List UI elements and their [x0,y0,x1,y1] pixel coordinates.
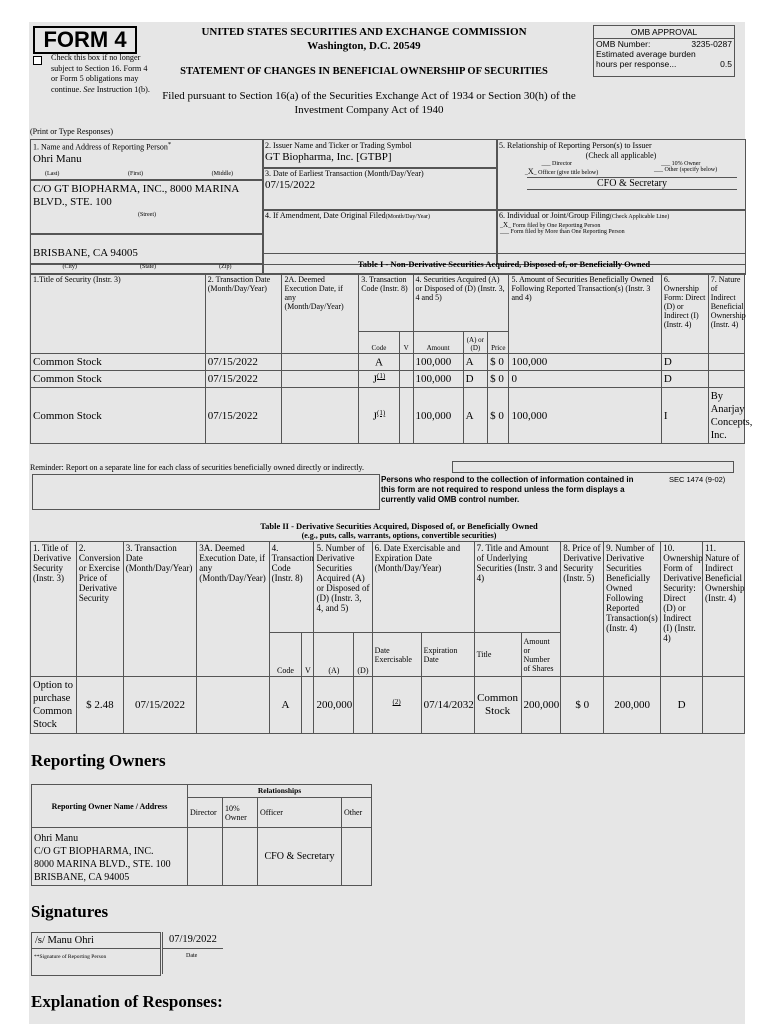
t1-r2-amount: 100,000 [413,388,463,444]
t1-r1-deemed [282,371,359,388]
table1-title: Table I - Non-Derivative Securities Acquired, Disposed of, or Beneficially Owned [262,253,746,275]
t2-r0-owned: 200,000 [604,677,661,734]
t2-h-date-ex-sub: Date Exercisable [372,633,421,677]
t2-r0-d [354,677,372,734]
label-middle: (Middle) [211,170,233,177]
t1-r1-owned: 0 [509,371,661,388]
t1-r0-amount: 100,000 [413,354,463,371]
omb-burden-2: hours per response... [596,59,677,69]
street-address: C/O GT BIOPHARMA, INC., 8000 MARINA BLVD., STE. 100 [33,183,239,208]
checkbox-text [51,53,151,95]
earliest-transaction-date: 07/15/2022 [265,179,316,191]
t2-h-deemed: 3A. Deemed Execution Date, if any (Month/Day/Year) [197,542,269,677]
omb-burden-row [594,59,734,69]
box2-issuer [262,139,498,169]
t1-r1-amount: 100,000 [413,371,463,388]
omb-number-label: OMB Number: [596,39,651,49]
t2-h-v-sub: V [302,633,314,677]
t1-r0-date: 07/15/2022 [205,354,282,371]
t1-h-code: 3. Transaction Code (Instr. 8) [359,274,413,332]
box5-officer-mark: X [527,167,534,176]
t1-r1-code-val: J [372,373,377,386]
reminder-blank-left [32,474,380,510]
t2-r0-exp: 07/14/2032 [421,677,474,734]
t2-h-exp-sub: Expiration Date [421,633,474,677]
t1-h-date: 2. Transaction Date (Month/Day/Year) [205,274,282,354]
table-row [31,371,745,388]
checkbox-see: See [83,84,95,94]
ro-line-0: Ohri Manu [34,833,79,844]
label-zip: (Zip) [219,264,232,270]
print-type-note: (Print or Type Responses) [30,127,114,136]
box1-name [30,139,264,181]
box5-label: 5. Relationship of Reporting Person(s) to Issuer [499,141,652,150]
t2-h-code: 4. Transaction Code (Instr. 8) [269,542,314,633]
omb-burden-1: Estimated average burden [596,49,696,59]
t1-r1-nature [708,371,744,388]
table-row [31,388,745,444]
ro-header-row-1 [32,785,372,798]
ro-h-relationships: Relationships [188,785,372,798]
ro-h-other: Other [342,798,372,828]
t2-h-exercisable: 6. Date Exercisable and Expiration Date (Month/Day/Year) [372,542,474,633]
box1-street [30,179,264,235]
box2-label: 2. Issuer Name and Ticker or Trading Symbol [265,141,412,150]
t1-r1-title: Common Stock [31,371,206,388]
t1-h-price-sub: Price [488,332,509,354]
t2-h-code-sub: Code [269,633,302,677]
ro-owner-address [32,828,188,886]
t1-r2-nature: By Anarjay Concepts, Inc. [708,388,744,444]
box1-label-row [31,140,263,153]
t1-h-aord-sub: (A) or (D) [463,332,488,354]
t1-r2-aord: A [463,388,488,444]
agency-city: Washington, D.C. 20549 [307,40,421,52]
t2-h-price: 8. Price of Derivative Security (Instr. 5) [561,542,604,677]
t2-r0-v [302,677,314,734]
box3-earliest-date [262,167,498,211]
t1-r2-date: 07/15/2022 [205,388,282,444]
box4-label-small: (Month/Day/Year) [385,214,431,220]
box1-name-labels [31,165,263,177]
reporting-person-name: Ohri Manu [33,152,82,165]
t2-r0-und-title: Common Stock [474,677,521,734]
signature-date: 07/19/2022 [169,934,217,945]
box6-opt2[interactable]: ___ Form filed by More than One Reporting Person [500,229,625,235]
t1-r0-price: $ 0 [488,354,509,371]
box5-director-label: Director [552,161,573,167]
box6-opt2-label: Form filed by More than One Reporting Person [510,229,625,235]
t1-r2-code-fn[interactable]: (1) [376,408,386,417]
signature-label-mark: ** [34,954,40,960]
box6-label-row [497,210,745,221]
table-row [31,354,745,371]
box5-director[interactable]: ___ Director [541,161,573,167]
box6-opt1-mark: X [503,221,509,229]
ro-h-name: Reporting Owner Name / Address [32,785,188,828]
city-state-zip: BRISBANE, CA 94005 [33,247,138,259]
box4-label-row [263,210,497,221]
explanation-heading: Explanation of Responses: [31,992,223,1011]
ro-other-cell [342,828,372,886]
officer-title: CFO & Secretary [527,177,737,190]
box5-other-label: Other (specify below) [664,167,718,173]
t2-r0-und-amount: 200,000 [521,677,561,734]
ro-line-3: BRISBANE, CA 94005 [34,872,130,883]
t2-r0-der-price: $ 0 [561,677,604,734]
box4-label: 4. If Amendment, Date Original Filed [265,211,386,220]
t1-r2-price: $ 0 [488,388,509,444]
box1-footnote: * [167,141,172,148]
agency-name: UNITED STATES SECURITIES AND EXCHANGE COMMISSION [201,26,527,38]
label-city: (City) [62,264,77,270]
ro-h-director: Director [188,798,223,828]
t2-h-number: 5. Number of Derivative Securities Acquired (A) or Disposed of (D) (Instr. 3, 4, and 5) [314,542,372,633]
t2-h-d-sub: (D) [354,633,372,677]
t1-h-owned: 5. Amount of Securities Beneficially Owned Following Reported Transaction(s) (Instr. 3 and 4) [509,274,661,354]
t1-h-v-sub: V [399,332,413,354]
t1-h-code-sub: Code [359,332,399,354]
signature-date-rule [163,948,223,949]
t1-r1-v [399,371,413,388]
filed-pursuant: Filed pursuant to Section 16(a) of the Securities Exchange Act of 1934 or Section 30(h) of the Investment Company Act of 1940 [162,90,576,116]
t1-r0-owned: 100,000 [509,354,661,371]
box5-sub: (Check all applicable) [585,151,657,160]
ro-h-officer: Officer [258,798,342,828]
t2-h-a-sub: (A) [314,633,354,677]
box6-label-small: (Check Applicable Line) [609,214,670,220]
t1-r2-v [399,388,413,444]
box6-opt1[interactable]: _X_ Form filed by One Reporting Person [500,221,601,229]
t1-r1-date: 07/15/2022 [205,371,282,388]
signature-label-row [32,949,160,965]
t1-h-nature: 7. Nature of Indirect Beneficial Ownership (Instr. 4) [708,274,744,354]
box5-ten-owner[interactable]: ___ 10% Owner [661,161,701,167]
table1-header-row [31,274,745,332]
t2-r0-date: 07/15/2022 [123,677,196,734]
t2-h-date: 3. Transaction Date (Month/Day/Year) [123,542,196,677]
t1-r2-deemed [282,388,359,444]
omb-number-row [594,39,734,49]
omb-title: OMB APPROVAL [594,26,734,39]
box5-row1 [497,160,745,167]
signature-box [31,932,161,976]
label-first: (First) [128,170,143,177]
no-longer-subject-checkbox[interactable] [33,56,42,65]
t1-r0-code-val: A [374,356,383,369]
table1 [30,273,753,444]
persons-notice: Persons who respond to the collection of information contained in this form are not required to respond unless the form displays a currently valid OMB control number. [381,475,634,504]
t1-r1-aord: D [463,371,488,388]
t2-r0-a: 200,000 [314,677,354,734]
t2-h-form: 10. Ownership Form of Derivative Security: Direct (D) or Indirect (I) (Instr. 4) [661,542,703,677]
omb-approval-box [593,25,735,77]
box5-officer-label: Officer (give title below) [538,170,599,176]
t1-r2-form: I [661,388,708,444]
t1-r0-title: Common Stock [31,354,206,371]
ro-line-2: 8000 MARINA BLVD., STE. 100 [34,859,171,870]
t2-h-conversion: 2. Conversion or Exercise Price of Derivative Security [76,542,123,677]
t1-r0-deemed [282,354,359,371]
label-last: (Last) [45,170,60,177]
t1-r1-form: D [661,371,708,388]
t2-r0-deemed [197,677,269,734]
ro-row [32,828,372,886]
t2-r0-date-ex-fn[interactable]: (2) [392,698,401,707]
label-state: (State) [140,264,156,270]
t2-h-underlying: 7. Title and Amount of Underlying Securities (Instr. 3 and 4) [474,542,561,633]
table2 [30,541,745,734]
box3-label: 3. Date of Earliest Transaction (Month/Day/Year) [265,169,424,178]
t2-r0-title: Option to purchase Common Stock [31,677,77,734]
statement-title: STATEMENT OF CHANGES IN BENEFICIAL OWNERSHIP OF SECURITIES [180,66,548,77]
t2-h-und-title-sub: Title [474,633,521,677]
t2-h-nature: 11. Nature of Indirect Beneficial Ownership (Instr. 4) [703,542,745,677]
t1-r2-owned: 100,000 [509,388,661,444]
checkbox-instr: Instruction 1(b). [96,84,150,94]
t1-r0-aord: A [463,354,488,371]
t2-h-owned: 9. Number of Derivative Securities Beneficially Owned Following Reported Transaction(s) (Instr. 4) [604,542,661,677]
t2-r0-nature [703,677,745,734]
checkbox-text-main: Check this box if no longer subject to Section 16. Form 4 or Form 5 obligations may continue. [51,53,148,94]
signature-label: Signature of Reporting Person [39,954,107,960]
t1-r0-v [399,354,413,371]
t1-h-acquired: 4. Securities Acquired (A) or Disposed of (D) (Instr. 3, 4 and 5) [413,274,509,332]
t2-r0-form: D [661,677,703,734]
omb-hours: 0.5 [720,59,732,69]
signatures-heading: Signatures [31,902,109,921]
t1-r2-code-val: J [372,410,377,423]
box1-city [30,233,264,265]
table-row [31,677,745,734]
ro-ten-owner-cell [223,828,258,886]
t1-r0-code [359,354,399,371]
table2-subtitle: (e.g., puts, calls, warrants, options, convertible securities) [301,531,497,540]
t1-r0-nature [708,354,744,371]
omb-number: 3235-0287 [691,39,732,49]
t1-r1-price: $ 0 [488,371,509,388]
t2-r0-code: A [269,677,302,734]
form-title: FORM 4 [33,26,137,54]
t1-r0-form: D [661,354,708,371]
t2-r0-price: $ 2.48 [76,677,123,734]
t1-h-amount-sub: Amount [413,332,463,354]
box5-row2 [497,167,745,176]
t1-h-deemed: 2A. Deemed Execution Date, if any (Month/Day/Year) [282,274,359,354]
t2-h-title: 1. Title of Derivative Security (Instr. 3) [31,542,77,677]
issuer-name: GT Biopharma, Inc. [GTBP] [265,151,392,163]
t2-r0-date-ex [372,677,421,734]
box5-other[interactable]: ___ Other (specify below) [653,167,718,173]
t1-h-title: 1.Title of Security (Instr. 3) [31,274,206,354]
t1-r2-code [359,388,399,444]
box5-relationship [496,139,746,211]
t1-r2-title: Common Stock [31,388,206,444]
t2-h-und-amount-sub: Amount or Number of Shares [521,633,561,677]
box6-opt1-label: Form filed by One Reporting Person [512,223,601,229]
table2-title: Table II - Derivative Securities Acquired, Disposed of, or Beneficially Owned [260,521,538,531]
form-page [29,22,753,1024]
signature-date-box [162,932,163,974]
box5-officer[interactable]: _X_ Officer (give title below) [524,167,599,176]
sec-number: SEC 1474 (9-02) [669,475,726,484]
reporting-owners-table [31,784,372,886]
t1-r1-code-fn[interactable]: (1) [376,372,386,381]
ro-line-1: C/O GT BIOPHARMA, INC. [34,846,154,857]
reporting-owners-heading: Reporting Owners [31,751,166,770]
reminder-blank-right [452,461,734,473]
t1-h-form: 6. Ownership Form: Direct (D) or Indirect (I) (Instr. 4) [661,274,708,354]
box6-label: 6. Individual or Joint/Group Filing [499,211,610,220]
reminder-text: Reminder: Report on a separate line for each class of securities beneficially owned directly or indirectly. [30,463,365,472]
box1-label: 1. Name and Address of Reporting Person [33,142,168,152]
ro-director-cell [188,828,223,886]
t1-r1-code [359,371,399,388]
ro-h-ten-owner: 10% Owner [223,798,258,828]
label-street: (Street) [138,212,156,218]
signature-name: /s/ Manu Ohri [32,933,160,949]
ro-officer-cell: CFO & Secretary [258,828,342,886]
box5-ten-owner-label: 10% Owner [671,161,701,167]
table2-header-row [31,542,745,633]
signature-date-label: Date [186,953,198,959]
